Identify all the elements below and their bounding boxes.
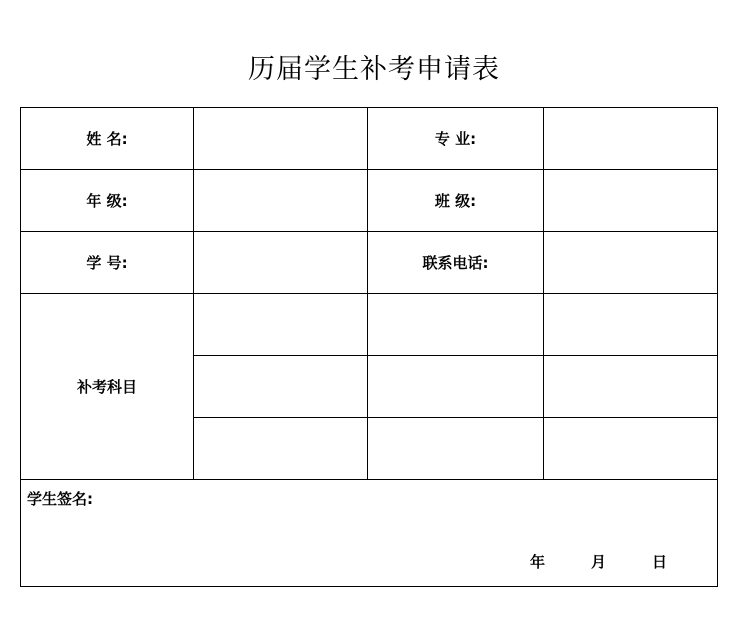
form-title: 历届学生补考申请表: [248, 54, 500, 85]
phone-input-cell[interactable]: [544, 232, 718, 294]
date-year-label: 年: [529, 553, 545, 571]
date-month-label: 月: [590, 553, 606, 571]
major-label-cell: [368, 108, 544, 170]
grade-label-cell: [21, 170, 194, 232]
form-row-name-major: [21, 108, 718, 170]
phone-label: 联系电话:: [422, 254, 489, 272]
subject-cell[interactable]: [368, 294, 544, 356]
signature-row: [21, 480, 718, 587]
date-day-label: 日: [651, 553, 667, 571]
signature-date: [530, 551, 667, 572]
grade-input-cell[interactable]: [194, 170, 368, 232]
name-input-cell[interactable]: [194, 108, 368, 170]
major-label: 专 业:: [434, 130, 477, 148]
application-form-table: [20, 107, 718, 587]
subject-cell[interactable]: [194, 294, 368, 356]
subjects-label-cell: [21, 294, 194, 480]
signature-cell[interactable]: [21, 480, 718, 587]
student-id-input-cell[interactable]: [194, 232, 368, 294]
class-label-cell: [368, 170, 544, 232]
subject-cell[interactable]: [194, 418, 368, 480]
grade-label: 年 级:: [86, 192, 128, 210]
phone-label-cell: [368, 232, 544, 294]
subject-cell[interactable]: [194, 356, 368, 418]
student-id-label: 学 号:: [86, 254, 128, 272]
subject-cell[interactable]: [368, 418, 544, 480]
subject-cell[interactable]: [544, 294, 718, 356]
form-row-id-phone: [21, 232, 718, 294]
form-row-grade-class: [21, 170, 718, 232]
student-id-label-cell: [21, 232, 194, 294]
class-label: 班 级:: [434, 192, 477, 210]
subject-cell[interactable]: [544, 418, 718, 480]
subject-cell[interactable]: [368, 356, 544, 418]
name-label: 姓 名:: [86, 130, 128, 148]
signature-label: 学生签名:: [27, 490, 93, 508]
subjects-label: 补考科目: [76, 378, 137, 396]
class-input-cell[interactable]: [544, 170, 718, 232]
name-label-cell: [21, 108, 194, 170]
major-input-cell[interactable]: [544, 108, 718, 170]
subjects-row-1: [21, 294, 718, 356]
subject-cell[interactable]: [544, 356, 718, 418]
